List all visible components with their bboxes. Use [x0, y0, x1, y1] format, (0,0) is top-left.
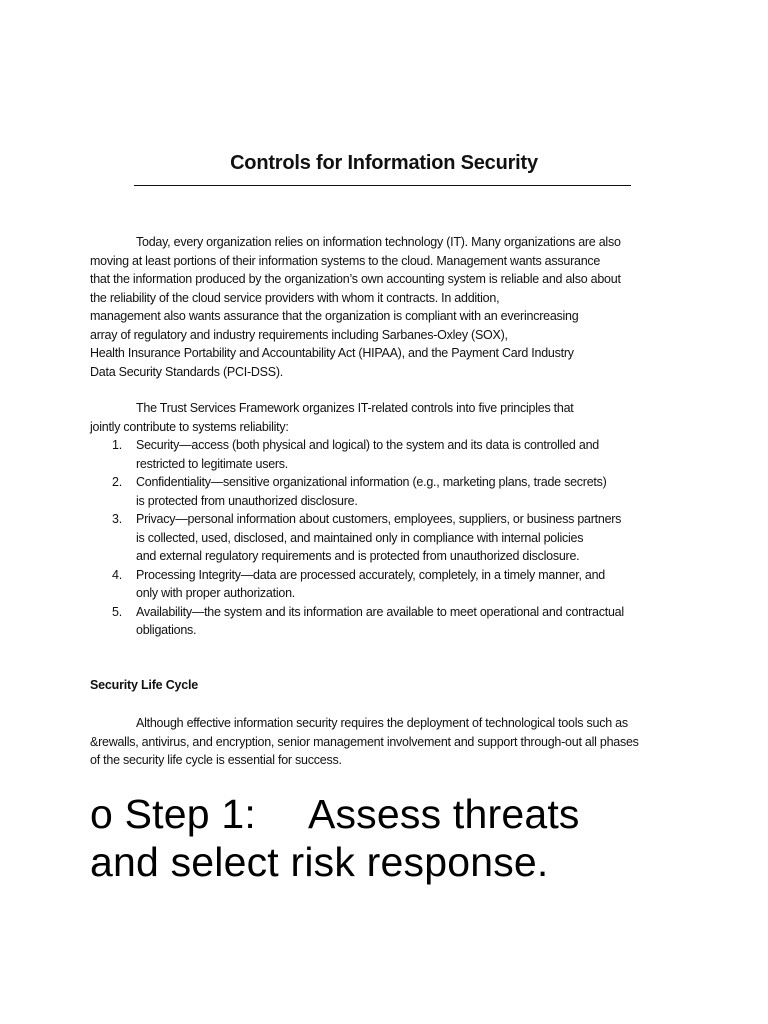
step-bullet: o [90, 791, 114, 837]
intro-line: Today, every organization relies on information technology (IT). Many organizations are also [136, 235, 621, 249]
principles-list [90, 436, 710, 640]
framework-line: The Trust Services Framework organizes IT-related controls into five principles that [136, 401, 574, 415]
framework-line: jointly contribute to systems reliability: [90, 419, 289, 434]
list-line: is collected, used, disclosed, and maintained only in compliance with internal policies [136, 530, 584, 545]
lifecycle-paragraph [90, 714, 690, 770]
list-line: Privacy—personal information about customers, employees, suppliers, or business partners [136, 512, 622, 526]
intro-line: the reliability of the cloud service providers with whom it contracts. In addition, [90, 290, 500, 305]
lifecycle-line: of the security life cycle is essential for success. [90, 753, 342, 767]
list-number: 4. [112, 567, 122, 582]
intro-line: Data Security Standards (PCI-DSS). [90, 364, 283, 379]
list-line: restricted to legitimate users. [136, 456, 289, 471]
list-number: 1. [112, 438, 122, 452]
list-line: is protected from unauthorized disclosure. [136, 493, 358, 508]
document-title: Controls for Information Security [230, 152, 538, 174]
intro-line: that the information produced by the organization’s own accounting system is reliable and also about [90, 272, 621, 286]
principle-availability [90, 603, 710, 640]
section-heading: Security Life Cycle [90, 678, 199, 692]
list-line: Security—access (both physical and logical) to the system and its data is controlled and [136, 438, 599, 452]
list-line: Availability—the system and its information are available to meet operational and contractual [136, 604, 624, 619]
step-label: Step 1: [124, 791, 256, 837]
intro-line: management also wants assurance that the organization is compliant with an everincreasing [90, 309, 579, 323]
list-number: 5. [112, 604, 122, 619]
intro-line: moving at least portions of their information systems to the cloud. Management wants assurance [90, 253, 601, 268]
list-number: 2. [112, 475, 122, 489]
list-number: 3. [112, 512, 122, 526]
lifecycle-line: Although effective information security requires the deployment of technological tools such as [136, 716, 628, 730]
principle-confidentiality [90, 473, 710, 510]
intro-line: array of regulatory and industry requirements including Sarbanes-Oxley (SOX), [90, 327, 508, 342]
principle-processing-integrity [90, 566, 710, 603]
principle-security [90, 436, 710, 473]
intro-paragraph [90, 233, 690, 381]
step-1-heading [90, 790, 730, 886]
step-line-1 [90, 790, 730, 838]
list-line: only with proper authorization. [136, 586, 296, 600]
lifecycle-line: &rewalls, antivirus, and encryption, senior management involvement and support through-out all phases [90, 734, 639, 749]
list-line: Processing Integrity—data are processed accurately, completely, in a timely manner, and [136, 567, 605, 582]
list-line: obligations. [136, 623, 197, 637]
list-line: Confidentiality—sensitive organizational information (e.g., marketing plans, trade secrets) [136, 475, 607, 489]
title-underline [134, 185, 631, 186]
principle-privacy [90, 510, 710, 566]
step-text-1: Assess threats [307, 791, 580, 837]
list-line: and external regulatory requirements and is protected from unauthorized disclosure. [136, 549, 580, 563]
framework-paragraph [90, 399, 690, 436]
intro-line: Health Insurance Portability and Accountability Act (HIPAA), and the Payment Card Industry [90, 346, 574, 360]
step-text-2: and select risk response. [90, 839, 549, 885]
